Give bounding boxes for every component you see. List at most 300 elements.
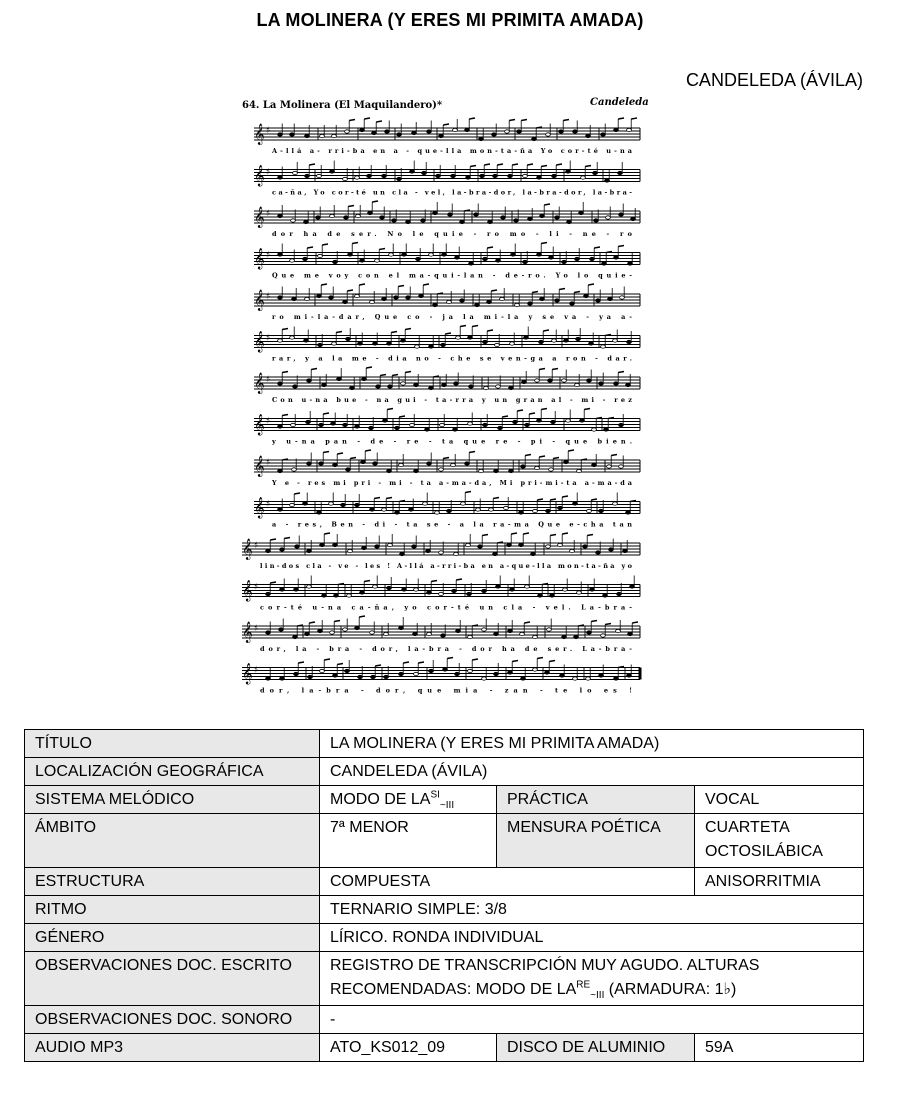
note-head [307, 549, 312, 552]
lyric-line: lin-dos cla - ve - les ! A-llá a-rri-ba en a-que-lla mon-ta-ña yo [260, 562, 632, 570]
note-head [493, 552, 498, 555]
note-head [440, 423, 445, 426]
note-head [510, 588, 515, 591]
location-label: CANDELEDA (ÁVILA) [685, 70, 863, 90]
note-head [305, 632, 310, 635]
row-audio [25, 1034, 864, 1062]
sistema-label: SISTEMA MELÓDICO [25, 786, 320, 814]
lyric-line: a - res, Ben - di - ta se - a la ra-ma Que e-cha tan [272, 520, 632, 529]
note-head [316, 216, 321, 219]
note-head [332, 342, 337, 345]
practica-label: PRÁCTICA [497, 786, 695, 814]
note-head [333, 260, 338, 263]
note-head [448, 213, 453, 216]
note-head [433, 211, 438, 214]
ambito-label: ÁMBITO [25, 814, 320, 868]
note-head [566, 419, 571, 422]
note-head [421, 219, 426, 222]
row-genero [25, 924, 864, 952]
note-head [383, 419, 388, 422]
note-head [439, 134, 444, 137]
note-head [375, 545, 380, 548]
note-head [454, 552, 459, 555]
note-head [406, 220, 411, 223]
note-head [280, 588, 285, 591]
note-head [361, 460, 366, 463]
staff-system [242, 576, 640, 612]
note-head [573, 677, 578, 680]
note-head [581, 176, 586, 179]
note-head [307, 462, 312, 465]
disco-value: 59A [695, 1034, 864, 1062]
note-head [546, 133, 551, 136]
sistema-sup: SI [430, 789, 440, 801]
note-head [290, 259, 295, 262]
note-head [318, 254, 323, 257]
note-head [562, 635, 567, 638]
note-head [291, 423, 296, 426]
note-head [528, 217, 533, 220]
note-head [626, 383, 631, 386]
note-head [574, 635, 579, 638]
note-head [509, 386, 514, 389]
note-head [415, 345, 420, 348]
sharp-icon: ♯ [254, 582, 259, 593]
note-head [460, 220, 465, 223]
ritmo-value: TERNARIO SIMPLE: 3/8 [320, 896, 864, 924]
note-head [540, 214, 545, 217]
note-head [306, 420, 311, 423]
lyric-line: dor ha de ser. No le quie - ro mo - li - ne - ro [272, 230, 632, 238]
note-head [500, 297, 505, 300]
note-head [429, 345, 434, 348]
staff-system [254, 243, 640, 280]
note-head [525, 585, 530, 588]
note-head [627, 674, 632, 677]
note-head [593, 171, 598, 174]
note-head [295, 545, 300, 548]
obs-sonoro-label: OBSERVACIONES DOC. SONORO [25, 1006, 320, 1034]
note-head [395, 426, 400, 429]
obs-sonoro-value: - [320, 1006, 864, 1034]
note-head [358, 675, 363, 678]
mensura-label: MENSURA POÉTICA [497, 814, 695, 868]
note-head [329, 502, 334, 505]
note-head [558, 506, 563, 509]
note-head [579, 211, 584, 214]
note-head [305, 134, 310, 137]
note-head [331, 422, 336, 425]
note-head [507, 543, 512, 546]
note-head [590, 257, 595, 260]
note-head [369, 426, 374, 429]
note-head [278, 508, 283, 511]
note-head [406, 296, 411, 299]
note-head [573, 502, 578, 505]
note-head [412, 545, 417, 548]
note-head [441, 634, 446, 637]
note-head [291, 219, 296, 222]
treble-clef-icon: 𝄞 [242, 622, 253, 643]
note-head [487, 300, 492, 303]
note-head [307, 379, 312, 382]
note-head [442, 253, 447, 256]
note-head [549, 256, 554, 259]
note-head [452, 589, 457, 592]
page-title: LA MOLINERA (Y ERES MI PRIMITA AMADA) [256, 10, 644, 30]
note-head [414, 672, 419, 675]
note-head [465, 462, 470, 465]
note-head [441, 343, 446, 346]
note-head [439, 551, 444, 554]
lyric-line: Con u-na bue - na gui - ta-rra y un gran al - mi - rez [272, 396, 632, 404]
note-head [412, 131, 417, 134]
note-head [532, 137, 537, 140]
note-head [537, 419, 542, 422]
note-head [371, 675, 376, 678]
row-sistema [25, 786, 864, 814]
note-head [596, 299, 601, 302]
lyric-line: A-llá a- rri-ba en a - que-lla mon-ta-ña Yo cor-té u-na [272, 147, 633, 155]
note-head [402, 253, 407, 256]
row-titulo [25, 730, 864, 758]
note-head [394, 296, 399, 299]
note-head [564, 339, 569, 342]
note-head [515, 303, 520, 306]
note-head [614, 256, 619, 259]
note-head [528, 302, 533, 305]
lyric-line: cor-té u-na ca-ña, yo cor-té un cla - vel. La-bra- [260, 603, 633, 612]
note-head [266, 549, 271, 552]
note-head [627, 340, 632, 343]
note-head [426, 549, 431, 552]
note-head [303, 257, 308, 260]
note-head [308, 675, 313, 678]
note-head [484, 386, 489, 389]
treble-clef-icon: 𝄞 [254, 124, 265, 145]
note-head [513, 420, 518, 423]
sharp-icon: ♯ [266, 209, 271, 219]
note-head [389, 253, 394, 256]
note-head [533, 668, 538, 671]
note-head [465, 128, 470, 131]
sharp-icon: ♯ [266, 499, 271, 510]
note-head [360, 259, 365, 262]
note-head [460, 299, 465, 302]
note-head [524, 336, 529, 339]
note-head [334, 594, 339, 597]
note-head [427, 591, 432, 594]
note-head [384, 675, 389, 678]
obs-escrito-value [320, 952, 864, 1006]
note-head [348, 549, 353, 552]
treble-clef-icon: 𝄞 [254, 290, 265, 311]
note-head [606, 216, 611, 219]
note-head [330, 214, 335, 217]
note-head [399, 463, 404, 466]
localizacion-label: LOCALIZACIÓN GEOGRÁFICA [25, 758, 320, 786]
note-head [614, 382, 619, 385]
note-head [605, 179, 610, 182]
obs-escrito-line2b: (ARMADURA: 1♭) [604, 981, 737, 998]
note-head [577, 591, 582, 594]
note-head [358, 342, 363, 345]
note-head [587, 379, 592, 382]
sharp-icon: ♯ [266, 416, 271, 427]
note-head [521, 465, 526, 468]
staff-system [242, 658, 640, 695]
treble-clef-icon: 𝄞 [254, 248, 265, 270]
note-head [293, 635, 298, 638]
sistema-value [320, 786, 497, 814]
titulo-label: TÍTULO [25, 730, 320, 758]
note-head [423, 502, 428, 505]
note-head [429, 386, 434, 389]
note-head [594, 219, 599, 222]
note-head [508, 671, 513, 674]
note-head [523, 260, 528, 263]
note-head [409, 508, 414, 511]
note-head [509, 469, 514, 472]
note-head [519, 511, 524, 514]
note-head [535, 379, 540, 382]
staff-system [254, 326, 640, 363]
note-head [616, 629, 621, 632]
note-head [453, 428, 458, 431]
note-head [305, 174, 310, 177]
note-head [559, 130, 564, 133]
note-head [482, 589, 487, 592]
note-head [355, 294, 360, 297]
note-head [607, 465, 612, 468]
note-head [456, 336, 461, 339]
note-head [552, 174, 557, 177]
note-head [343, 177, 348, 180]
sharp-icon: ♯ [266, 458, 271, 468]
note-head [292, 297, 297, 300]
note-head [628, 262, 633, 265]
note-head [373, 342, 378, 345]
note-head [435, 511, 440, 514]
metadata-table [24, 729, 864, 1062]
note-head [614, 128, 619, 131]
note-head [558, 543, 563, 546]
note-head [533, 509, 538, 512]
note-head [619, 465, 624, 468]
note-head [494, 469, 499, 472]
note-head [575, 383, 580, 386]
note-head [483, 340, 488, 343]
note-head [550, 594, 555, 597]
mensura-value: CUARTETA OCTOSILÁBICA [695, 814, 864, 868]
note-head [562, 379, 567, 382]
note-head [372, 131, 377, 134]
note-head [290, 336, 295, 339]
ambito-value: 7ª MENOR [320, 814, 497, 868]
note-head [586, 677, 591, 680]
note-head [519, 543, 524, 546]
note-head [384, 632, 389, 635]
note-head [447, 300, 452, 303]
note-head [380, 216, 385, 219]
note-head [469, 262, 474, 265]
note-head [439, 592, 444, 595]
note-head [304, 220, 309, 223]
note-head [317, 294, 322, 297]
staff-system [242, 616, 640, 653]
note-head [508, 629, 513, 632]
note-head [333, 543, 338, 546]
sharp-icon: ♯ [266, 375, 271, 385]
note-head [608, 297, 613, 300]
note-head [517, 130, 522, 133]
note-head [303, 502, 308, 505]
note-head [278, 339, 283, 342]
note-head [293, 385, 298, 388]
note-head [399, 672, 404, 675]
note-head [570, 549, 575, 552]
note-head [410, 423, 415, 426]
note-head [580, 419, 585, 422]
note-head [355, 503, 360, 506]
note-head [329, 296, 334, 299]
treble-clef-icon: 𝄞 [254, 497, 265, 519]
note-head [332, 134, 337, 137]
note-head [414, 469, 419, 472]
lyric-line: Y e - res mi pri - mi - ta a-ma-da, Mi pri-mi-ta a-ma-da [272, 479, 632, 487]
note-head [280, 677, 285, 680]
note-head [468, 635, 473, 638]
row-estructura [25, 868, 864, 896]
note-head [414, 588, 419, 591]
note-head [521, 677, 526, 680]
note-head [355, 425, 360, 428]
note-head [370, 508, 375, 511]
lyric-line: rar, y a la me - dia no - che se ven-ga a ron - dar. [272, 354, 633, 363]
note-head [551, 420, 556, 423]
note-head [495, 343, 500, 346]
lyric-line: dor, la - bra - dor, la-bra - dor ha de ser. La-bra- [260, 645, 632, 653]
treble-clef-icon: 𝄞 [254, 331, 265, 353]
note-head [496, 585, 501, 588]
note-head [395, 511, 400, 514]
note-head [278, 425, 283, 428]
note-head [599, 509, 604, 512]
note-head [488, 220, 493, 223]
note-head [400, 552, 405, 555]
note-head [479, 469, 484, 472]
note-head [346, 337, 351, 340]
note-head [376, 385, 381, 388]
note-head [414, 383, 419, 386]
note-head [602, 262, 607, 265]
note-head [266, 631, 271, 634]
note-head [537, 176, 542, 179]
note-head [609, 548, 614, 551]
note-head [399, 626, 404, 629]
note-head [555, 299, 560, 302]
treble-clef-icon: 𝄞 [254, 373, 265, 394]
staff-system [254, 367, 640, 404]
note-head [427, 462, 432, 465]
note-head [318, 629, 323, 632]
note-head [498, 426, 503, 429]
obs-escrito-line2a: RECOMENDADAS: MODO DE LA [330, 981, 577, 998]
note-head [564, 460, 569, 463]
row-obs-escrito [25, 952, 864, 1006]
note-head [348, 253, 353, 256]
sistema-sub: ~III [439, 800, 455, 812]
lyric-line: ro mi-la-dar, Que co - ja la mi-la y se va - ya a- [272, 313, 632, 321]
note-head [436, 174, 441, 177]
note-head [453, 128, 458, 131]
note-head [563, 588, 568, 591]
note-head [416, 257, 421, 260]
staff-system [254, 161, 640, 197]
note-head [375, 259, 380, 262]
note-head [566, 170, 571, 173]
sharp-icon: ♯ [266, 292, 271, 302]
note-head [483, 257, 488, 260]
note-head [294, 588, 299, 591]
note-head [322, 594, 327, 597]
note-head [278, 382, 283, 385]
note-head [280, 548, 285, 551]
note-head [539, 340, 544, 343]
note-head [613, 502, 618, 505]
note-head [617, 592, 622, 595]
note-head [589, 342, 594, 345]
note-head [461, 502, 466, 505]
note-head [546, 509, 551, 512]
note-head [278, 253, 283, 256]
note-head [304, 339, 309, 342]
note-head [468, 336, 473, 339]
note-head [552, 339, 557, 342]
note-head [370, 300, 375, 303]
disco-label: DISCO DE ALUMINIO [497, 1034, 695, 1062]
note-head [583, 545, 588, 548]
note-head [392, 219, 397, 222]
note-head [362, 377, 367, 380]
note-head [613, 339, 618, 342]
note-head [586, 134, 591, 137]
note-head [469, 385, 474, 388]
note-head [367, 174, 372, 177]
note-head [501, 216, 506, 219]
sheet-music-image [238, 92, 656, 707]
note-head [266, 592, 271, 595]
note-head [387, 342, 392, 345]
note-head [599, 674, 604, 677]
row-localizacion [25, 758, 864, 786]
estructura-extra: ANISORRITMIA [695, 868, 864, 896]
staff-system [254, 118, 640, 155]
note-head [576, 337, 581, 340]
note-head [601, 133, 606, 136]
note-head [494, 672, 499, 675]
note-head [618, 171, 623, 174]
note-head [337, 377, 342, 380]
lyric-line: Que me voy con el ma-qui-lan - de-ro. Yo lo quie- [272, 271, 632, 280]
obs-escrito-line1: REGISTRO DE TRANSCRIPCIÓN MUY AGUDO. ALTURAS [330, 957, 760, 974]
sharp-icon: ♯ [266, 250, 271, 261]
note-head [439, 468, 444, 471]
practica-value: VOCAL [695, 786, 864, 814]
note-head [344, 216, 349, 219]
treble-clef-icon: 𝄞 [242, 539, 253, 560]
note-head [627, 128, 632, 131]
